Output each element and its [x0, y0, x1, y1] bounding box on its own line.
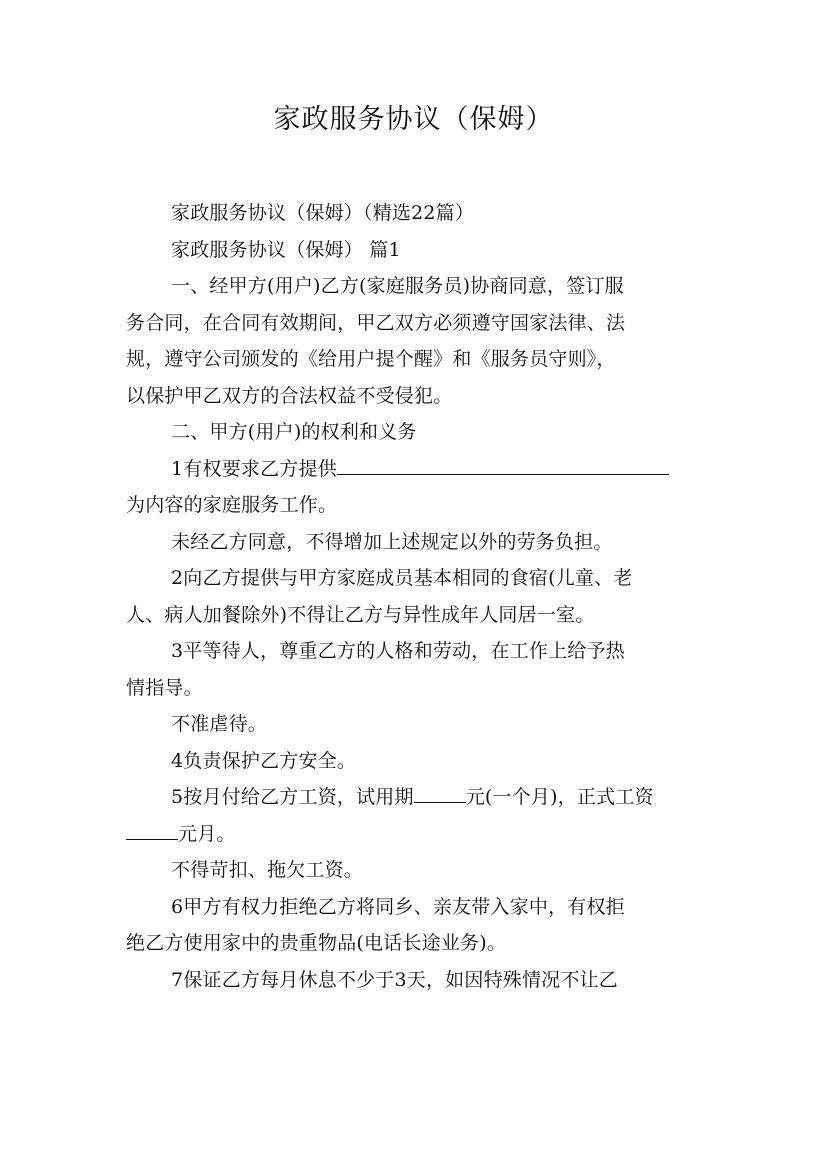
paragraph-line: 7保证乙方每月休息不少于3天，如因特殊情况不让乙 — [171, 968, 618, 991]
paragraph-line: 6甲方有权力拒绝乙方将同乡、亲友带入家中，有权拒 — [171, 895, 625, 918]
blank-underline — [337, 452, 669, 475]
document-title: 家政服务协议（保姆） — [273, 104, 554, 135]
document-body — [126, 195, 704, 998]
clause-text: 5按月付给乙方工资，试用期 — [171, 786, 414, 808]
paragraph-line — [126, 451, 704, 488]
blank-underline — [414, 780, 466, 803]
paragraph-line: 3平等待人，尊重乙方的人格和劳动，在工作上给予热 — [171, 640, 625, 662]
paragraph-line: 绝乙方使用家中的贵重物品(电话长途业务)。 — [126, 932, 507, 954]
paragraph-line: 以保护甲乙双方的合法权益不受侵犯。 — [126, 384, 453, 407]
paragraph-line — [126, 779, 704, 816]
paragraph-line: 务合同，在合同有效期间，甲乙双方必须遵守国家法律、法 — [126, 311, 626, 334]
paragraph-line: 4负责保护乙方安全。 — [171, 749, 357, 772]
section-heading: 二、甲方(用户)的权利和义务 — [171, 421, 417, 443]
paragraph-line: 未经乙方同意，不得增加上述规定以外的劳务负担。 — [171, 530, 613, 553]
paragraph-line: 规，遵守公司颁发的《给用户提个醒》和《服务员守则》， — [126, 348, 616, 370]
section-heading: 家政服务协议（保姆） 篇1 — [171, 238, 401, 261]
paragraph-line: 不得苛扣、拖欠工资。 — [171, 859, 364, 881]
paragraph-line: 为内容的家庭服务工作。 — [126, 494, 338, 516]
blank-underline — [126, 817, 178, 840]
clause-text: 1有权要求乙方提供 — [171, 457, 337, 480]
subtitle-line: 家政服务协议（保姆）（精选22篇） — [171, 202, 475, 224]
paragraph-line: 2向乙方提供与甲方家庭成员基本相同的食宿(儿童、老 — [171, 567, 633, 589]
clause-text: 元(一个月)，正式工资 — [465, 786, 654, 808]
paragraph-line — [126, 816, 704, 853]
paragraph-line: 一、经甲方(用户)乙方(家庭服务员)协商同意，签订服 — [171, 275, 624, 297]
paragraph-line: 情指导。 — [126, 676, 203, 699]
paragraph-line: 不准虐待。 — [171, 713, 268, 735]
clause-text: 元月。 — [178, 822, 236, 845]
paragraph-line: 人、病人加餐除外)不得让乙方与异性成年人同居一室。 — [126, 603, 595, 626]
